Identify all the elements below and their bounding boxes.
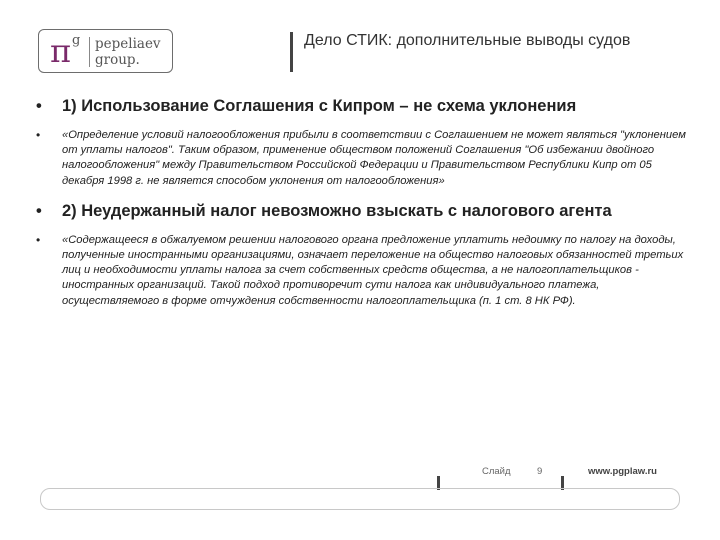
bullet: • bbox=[36, 201, 42, 220]
court-quote-text: «Определение условий налогообложения прибыли в соответствии с Соглашением не может являться "уклонением от уплаты налогов". Таким образом, применение обществом положений Соглашения "Об избежании двойного налогообложения" между Правительством Российской Федерации и Правительством Республики Кипр от 05 декабря 1998 г. не является способом уклонения от налогообложения» bbox=[62, 129, 686, 187]
logo-pi-symbol: π bbox=[50, 32, 72, 70]
bullet: • bbox=[36, 232, 41, 247]
bullet: • bbox=[36, 97, 42, 115]
logo-line-1: pepeliaev bbox=[95, 36, 161, 52]
slide-label: Слайд bbox=[482, 466, 511, 477]
logo-line-2: group. bbox=[95, 52, 140, 68]
footer-website-link[interactable]: www.pgplaw.ru bbox=[588, 466, 657, 477]
logo-superscript: g bbox=[72, 33, 81, 48]
court-quote-text: «Содержащееся в обжалуемом решении налогового органа предложение уплатить недоимку по налогу на доходы, полученные иностранными организациями, означает переложение на общество налоговых обязанностей третьих лиц и необходимости уплаты налога за счет собственных средств общества, а не налогоплательщиков - иностранных организаций. Такой подход противоречит сути налога как индивидуального платежа, осуществляемого в форме отчуждения собственности налогоплательщика (п. 1 ст. 8 НК РФ). bbox=[62, 233, 684, 307]
footer-frame bbox=[40, 488, 680, 510]
bullet: • bbox=[36, 128, 41, 142]
title-accent-bar bbox=[290, 32, 293, 72]
company-logo bbox=[38, 29, 173, 73]
section-heading bbox=[36, 96, 686, 116]
court-quote bbox=[36, 233, 686, 309]
section-heading bbox=[36, 201, 686, 221]
section-heading-text: 2) Неудержанный налог невозможно взыскать с налогового агента bbox=[62, 201, 612, 220]
slide-body bbox=[36, 96, 686, 309]
court-quote bbox=[36, 128, 686, 189]
logo-wordmark bbox=[95, 36, 161, 68]
slide-number: 9 bbox=[537, 466, 543, 477]
logo-divider bbox=[89, 37, 90, 67]
section-heading-text: 1) Использование Соглашения с Кипром – не схема уклонения bbox=[62, 97, 577, 115]
slide-title: Дело СТИК: дополнительные выводы судов bbox=[304, 32, 631, 49]
